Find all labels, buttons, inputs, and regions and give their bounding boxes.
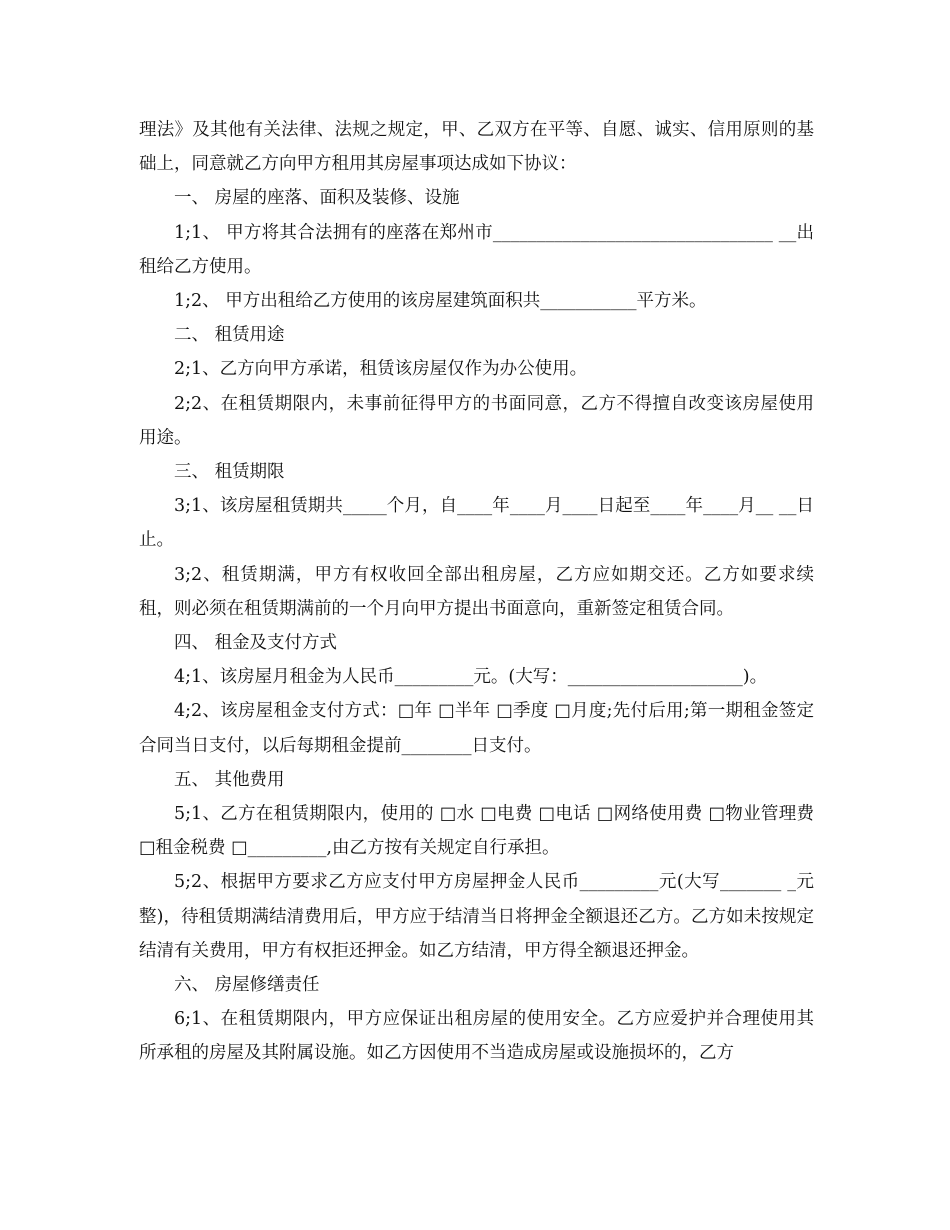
section-heading-6: 六、 房屋修缮责任 [174,975,320,996]
document-body [139,113,814,1071]
clause-1-2: 1;2、 甲方出租给乙方使用的该房屋建筑面积共___________平方米。 [174,291,707,312]
clause-2-1: 2;1、乙方向甲方承诺，租赁该房屋仅作为办公使用。 [174,359,588,380]
section-heading-4: 四、 租金及支付方式 [174,633,338,654]
section-heading-1: 一、 房屋的座落、面积及装修、设施 [174,188,460,209]
clause-4-2: 4;2、该房屋租金支付方式：□年 □半年 □季度 □月度;先付后用;第一期租金签定合同当日支付，以后每期租金提前________日支付。 [139,701,814,756]
clause-3-2: 3;2、租赁期满，甲方有权收回全部出租房屋，乙方应如期交还。乙方如要求续租，则必须在租赁期满前的一个月向甲方提出书面意向，重新签定租赁合同。 [139,564,814,619]
clause-5-2: 5;2、根据甲方要求乙方应支付甲方房屋押金人民币_________元(大写_______ _元整)，待租赁期满结清费用后，甲方应于结清当日将押金全额退还乙方。乙方如未按规定结清有关费用，甲方有权拒还押金。如乙方结清，甲方得全额退还押金。 [139,872,814,961]
paragraph-continuation: 理法》及其他有关法律、法规之规定，甲、乙双方在平等、自愿、诚实、信用原则的基础上，同意就乙方向甲方租用其房屋事项达成如下协议： [139,120,814,175]
clause-4-1: 4;1、该房屋月租金为人民币_________元。(大写：____________________)。 [174,667,768,688]
section-heading-3: 三、 租赁期限 [174,462,285,483]
clause-3-1: 3;1、该房屋租赁期共_____个月，自____年____月____日起至____年____月__ __日止。 [139,496,814,551]
clause-1-1: 1;1、 甲方将其合法拥有的座落在郑州市________________________________ __出租给乙方使用。 [139,222,814,277]
section-heading-5: 五、 其他费用 [174,769,285,790]
clause-2-2: 2;2、在租赁期限内，未事前征得甲方的书面同意，乙方不得擅自改变该房屋使用用途。 [139,393,814,448]
section-heading-2: 二、 租赁用途 [174,325,285,346]
clause-6-1: 6;1、在租赁期限内，甲方应保证出租房屋的使用安全。乙方应爱护并合理使用其所承租的房屋及其附属设施。如乙方因使用不当造成房屋或设施损坏的，乙方 [139,1009,814,1064]
clause-5-1: 5;1、乙方在租赁期限内，使用的 □水 □电费 □电话 □网络使用费 □物业管理费 □租金税费 □_________,由乙方按有关规定自行承担。 [139,804,814,859]
